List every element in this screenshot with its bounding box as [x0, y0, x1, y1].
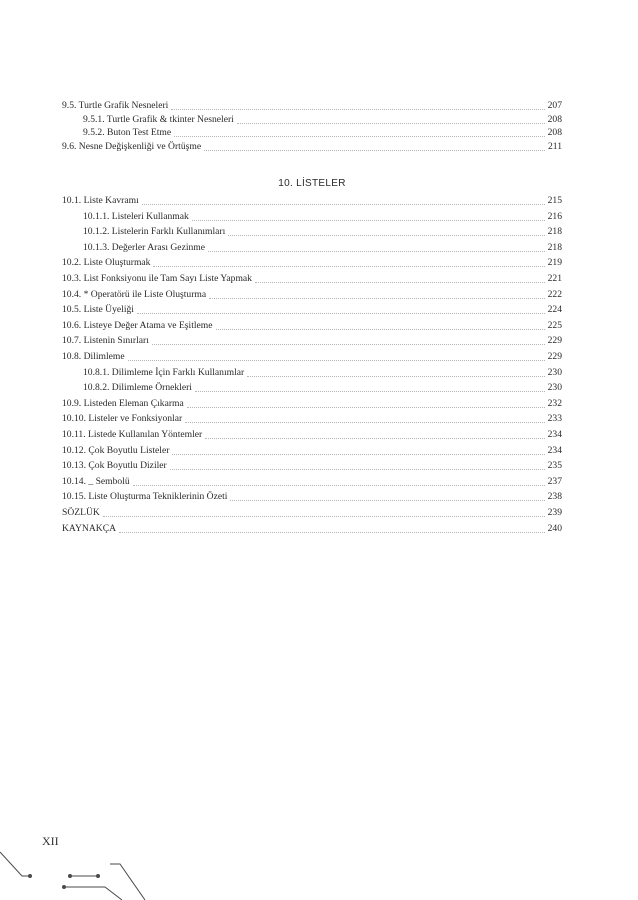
toc-entry-page: 218	[547, 226, 562, 238]
dot-leader	[195, 391, 545, 392]
toc-entry-title: 10.5. Liste Üyeliği	[62, 304, 134, 316]
toc-entry	[62, 271, 562, 285]
toc-entry-title: 9.6. Nesne Değişkenliği ve Örtüşme	[62, 141, 202, 153]
dot-leader	[172, 454, 544, 455]
toc-entry-title: 10.2. Liste Oluşturmak	[62, 257, 151, 269]
toc-entry-page: 233	[547, 413, 562, 425]
toc-entry	[62, 458, 562, 472]
toc-entry	[62, 302, 562, 316]
dot-leader	[174, 136, 544, 137]
toc-entry	[62, 125, 562, 139]
toc-entry-page: 219	[547, 257, 562, 269]
toc-entry-page: 225	[547, 319, 562, 331]
toc-entry-title: 10.13. Çok Boyutlu Diziler	[62, 460, 167, 472]
dot-leader	[119, 532, 545, 533]
toc-entry	[62, 380, 562, 394]
circuit-node	[28, 874, 32, 878]
toc-entry-title: SÖZLÜK	[62, 507, 100, 518]
toc-entry	[62, 443, 562, 457]
toc-entry	[62, 427, 562, 441]
toc-entry-title: 10.7. Listenin Sınırları	[62, 335, 149, 347]
dot-leader	[255, 282, 545, 283]
toc-entry	[62, 224, 562, 238]
dot-leader	[133, 485, 545, 486]
dot-leader	[128, 360, 545, 361]
toc-entry-title: 10.3. List Fonksiyonu ile Tam Sayı Liste Yapmak	[62, 273, 252, 284]
toc-entry-title: 10.1.2. Listelerin Farklı Kullanımları	[83, 226, 226, 238]
toc-entry-page: 229	[547, 335, 562, 347]
toc-entry	[62, 240, 562, 254]
page-number: XII	[42, 834, 59, 848]
toc-entry	[62, 112, 562, 126]
toc-entry-page: 234	[547, 444, 562, 456]
circuit-node	[96, 874, 100, 878]
toc-entry	[62, 396, 562, 410]
toc-entry-page: 238	[547, 491, 562, 503]
dot-leader	[192, 220, 545, 221]
dot-leader	[170, 469, 545, 470]
toc-entry-title: 10.8.1. Dilimleme İçin Farklı Kullanımlar	[83, 366, 245, 378]
circuit-line	[64, 887, 122, 900]
toc-entry-title: 9.5.1. Turtle Grafik & tkinter Nesneleri	[83, 113, 234, 125]
toc-entry-page: 221	[547, 273, 562, 284]
dot-leader	[137, 313, 545, 314]
dot-leader	[205, 438, 544, 439]
toc-entry-page: 215	[547, 195, 562, 206]
toc-entry	[62, 255, 562, 269]
chapter-heading: 10. LİSTELER	[278, 178, 346, 189]
toc-entry-title: KAYNAKÇA	[62, 522, 117, 534]
circuit-node	[68, 874, 72, 878]
toc-entry	[62, 365, 562, 379]
toc-entry-title: 10.6. Listeye Değer Atama ve Eşitleme	[62, 319, 213, 331]
toc-entry-title: 10.9. Listeden Eleman Çıkarma	[62, 397, 184, 409]
toc-entry-title: 10.1.1. Listeleri Kullanmak	[83, 210, 189, 222]
toc-entry	[62, 98, 562, 112]
toc-entry-title: 10.14. _ Sembolü	[62, 475, 130, 487]
dot-leader	[204, 150, 545, 151]
toc-entry	[62, 411, 562, 425]
toc-entry-page: 237	[547, 475, 562, 487]
toc-entry	[62, 489, 562, 503]
toc-entry	[62, 333, 562, 347]
dot-leader	[185, 422, 544, 423]
toc-entry	[62, 521, 562, 535]
toc-entry-title: 10.15. Liste Oluşturma Tekniklerinin Özeti	[62, 491, 228, 503]
toc-entry-title: 10.11. Listede Kullanılan Yöntemler	[62, 429, 203, 440]
toc-entry	[62, 349, 562, 363]
toc-entry-page: 239	[547, 507, 562, 518]
dot-leader	[142, 204, 545, 205]
dot-leader	[247, 376, 544, 377]
circuit-line	[0, 852, 30, 876]
toc-entry	[62, 193, 562, 207]
toc-entry	[62, 505, 562, 519]
toc-entry-page: 222	[547, 288, 562, 300]
toc-entry-page: 218	[547, 241, 562, 253]
dot-leader	[187, 407, 545, 408]
toc-entry-page: 208	[547, 113, 562, 125]
toc-entry	[62, 209, 562, 223]
toc-entry-title: 10.10. Listeler ve Fonksiyonlar	[62, 413, 183, 425]
toc-entry-page: 240	[547, 522, 562, 534]
toc-entry-title: 10.8.2. Dilimleme Örnekleri	[83, 382, 192, 394]
toc-entry	[62, 287, 562, 301]
toc-entry-title: 10.12. Çok Boyutlu Listeler	[62, 444, 170, 456]
toc-entry-page: 216	[547, 210, 562, 222]
toc-entry-page: 235	[547, 460, 562, 472]
toc-entry-title: 9.5.2. Buton Test Etme	[83, 127, 172, 139]
dot-leader	[103, 516, 545, 517]
toc-entry-page: 207	[547, 100, 562, 111]
dot-leader	[208, 251, 545, 252]
circuit-node	[62, 885, 66, 889]
toc-entry	[62, 139, 562, 153]
toc-entry-page: 211	[547, 141, 562, 153]
toc-entry-page: 229	[547, 351, 562, 362]
toc-entry-title: 9.5. Turtle Grafik Nesneleri	[62, 100, 169, 111]
dot-leader	[152, 344, 545, 345]
toc-entry-title: 10.4. * Operatörü ile Liste Oluşturma	[62, 288, 207, 300]
dot-leader	[171, 109, 544, 110]
toc-entry	[62, 318, 562, 332]
dot-leader	[228, 235, 544, 236]
dot-leader	[216, 329, 545, 330]
dot-leader	[237, 123, 545, 124]
dot-leader	[209, 298, 544, 299]
circuit-decoration	[0, 840, 638, 900]
dot-leader	[153, 266, 544, 267]
dot-leader	[230, 500, 544, 501]
toc-entry-page: 232	[547, 397, 562, 409]
toc-entry-page: 208	[547, 127, 562, 139]
toc-entry-title: 10.8. Dilimleme	[62, 351, 125, 362]
toc-entry-page: 230	[547, 366, 562, 378]
toc-entry-title: 10.1. Liste Kavramı	[62, 195, 139, 206]
toc-entry-page: 234	[547, 429, 562, 440]
toc-entry-title: 10.1.3. Değerler Arası Gezinme	[83, 241, 206, 253]
toc-entry-page: 224	[547, 304, 562, 316]
toc-entry	[62, 474, 562, 488]
toc-entry-page: 230	[547, 382, 562, 394]
